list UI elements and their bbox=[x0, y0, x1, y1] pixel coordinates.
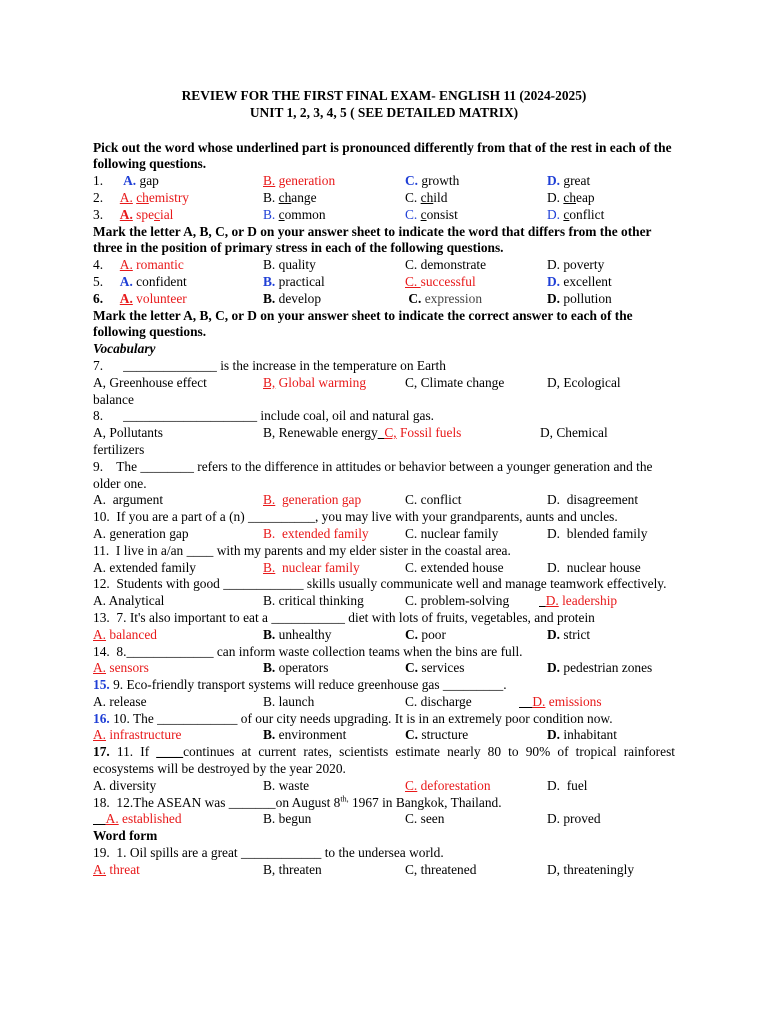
question-5: 5. A. confident B. practical C. successful D. excellent bbox=[93, 273, 612, 289]
question-9: 9. The ________ refers to the difference in attitudes or behavior between a younger generation and the older one. bbox=[93, 458, 656, 491]
question-19-options: A. threat B, threaten C, threatened D, threateningly bbox=[93, 861, 635, 877]
question-8-options: A, Pollutants B, Renewable energy C, Fossil fuels D, Chemical bbox=[93, 425, 608, 441]
question-15: 15. 9. Eco-friendly transport systems will reduce greenhouse gas _________. bbox=[93, 677, 507, 693]
section-pronunciation-instruction: Pick out the word whose underlined part is pronounced differently from that of the rest in each of the following questions. bbox=[93, 139, 672, 172]
question-8: 8. ____________________ include coal, oil and natural gas. bbox=[93, 408, 435, 424]
question-7-wrap: balance bbox=[93, 391, 134, 407]
question-7: 7. ______________ is the increase in the temperature on Earth bbox=[93, 357, 446, 373]
question-17-options: A. diversity B. waste C. deforestation D. fuel bbox=[93, 777, 588, 793]
section-answer-instruction: Mark the letter A, B, C, or D on your answer sheet to indicate the correct answer to each of the following questions. bbox=[93, 307, 633, 340]
question-11-options: A. extended family B. nuclear family C. extended house D. nuclear house bbox=[93, 559, 641, 575]
question-13: 13. 7. It's also important to eat a ___________ diet with lots of fruits, vegetables, and protein bbox=[93, 609, 595, 625]
question-3: 3. A. special B. common C. consist D. conflict bbox=[93, 206, 605, 222]
title-line-1: REVIEW FOR THE FIRST FINAL EXAM- ENGLISH 11 (2024-2025) bbox=[181, 88, 587, 103]
question-2: 2. A. chemistry B. change C. child D. cheap bbox=[93, 189, 595, 205]
question-4: 4. A. romantic B. quality C. demonstrate D. poverty bbox=[93, 257, 605, 273]
question-11: 11. I live in a/an ____ with my parents and my elder sister in the coastal area. bbox=[93, 542, 511, 558]
section-stress-instruction: Mark the letter A, B, C, or D on your answer sheet to indicate the word that differs from the other three in the position of primary stress in each of the following questions. bbox=[93, 223, 652, 256]
question-13-options: A. balanced B. unhealthy C. poor D. strict bbox=[93, 626, 591, 642]
question-18: 18. 12.The ASEAN was _______on August $8^{th,}$ 1967 in Bangkok, Thailand. bbox=[93, 794, 502, 810]
question-15-options: A. release B. launch C. discharge D. emissions bbox=[93, 693, 602, 709]
question-10-options: A. generation gap B. extended family C. nuclear family D. blended family bbox=[93, 525, 648, 541]
question-14: 14. 8._____________ can inform waste collection teams when the bins are full. bbox=[93, 643, 523, 659]
question-14-options: A. sensors B. operators C. services D. pedestrian zones bbox=[93, 660, 653, 676]
question-9-options: A. argument B. generation gap C. conflict D. disagreement bbox=[93, 492, 639, 508]
worksheet bbox=[93, 88, 675, 879]
question-1: 1. A. gap B. generation C. growth D. great bbox=[93, 173, 591, 189]
question-6: 6. A. volunteer B. develop C. expression D. pollution bbox=[93, 290, 612, 306]
question-12-options: A. Analytical B. critical thinking C. problem-solving D. leadership bbox=[93, 593, 618, 609]
word-form-heading: Word form bbox=[93, 828, 158, 844]
question-10: 10. If you are a part of a (n) __________, you may live with your grandparents, aunts and uncles. bbox=[93, 509, 618, 525]
question-18-options: A. established B. begun C. seen D. proved bbox=[105, 811, 601, 827]
question-17: 17. 11. If ____continues at current rates, scientists estimate nearly 80 to 90% of tropical rainforest ecosystems will be destroyed by the year 2020. bbox=[93, 744, 675, 777]
question-16-options: A. infrastructure B. environment C. structure D. inhabitant bbox=[93, 727, 617, 743]
question-16: 16. 10. The ____________ of our city needs upgrading. It is in an extremely poor condition now. bbox=[93, 710, 613, 726]
question-8-wrap: fertilizers bbox=[93, 441, 145, 457]
vocabulary-heading: Vocabulary bbox=[93, 341, 156, 357]
question-12: 12. Students with good ____________ skills usually communicate well and manage teamwork effectively. bbox=[93, 576, 667, 592]
question-7-options: A, Greenhouse effect B, Global warming C, Climate change D, Ecological bbox=[93, 374, 621, 390]
question-19: 19. 1. Oil spills are a great ____________ to the undersea world. bbox=[93, 845, 444, 861]
title-line-2: UNIT 1, 2, 3, 4, 5 ( SEE DETAILED MATRIX) bbox=[249, 104, 519, 120]
